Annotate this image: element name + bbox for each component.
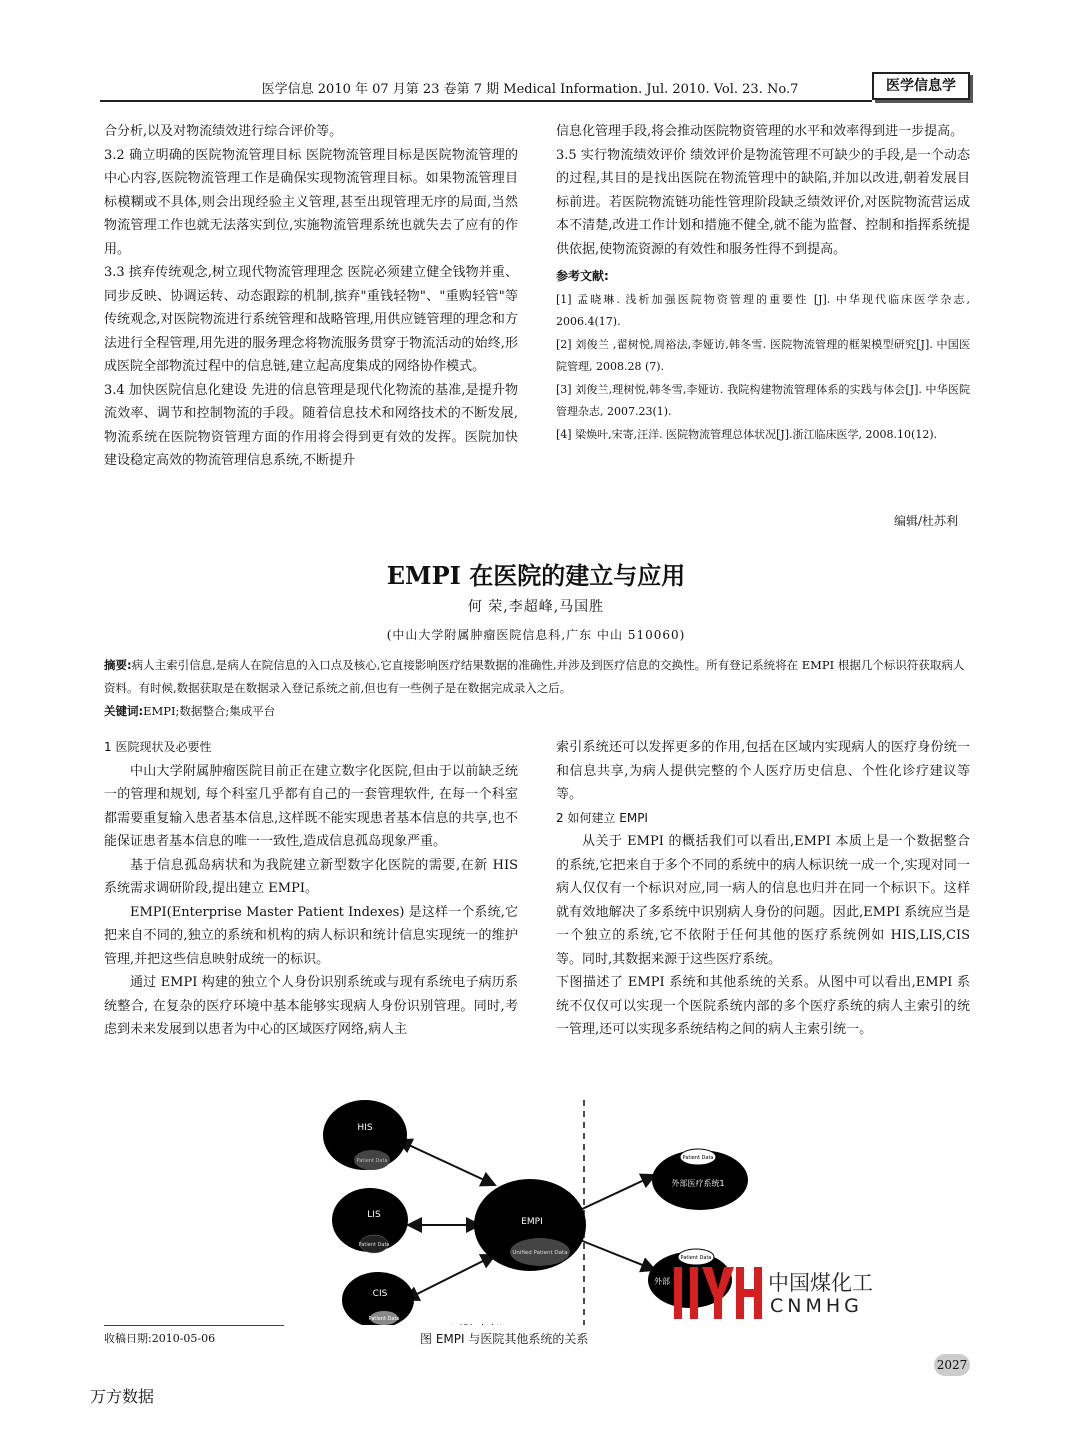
paragraph: EMPI(Enterprise Master Patient Indexes) 是这样一个系统,它把来自不同的,独立的系统和机构的病人标识和统计信息实现统一的维护管理,并把这些信息映射成统一的标识。 <box>104 904 518 967</box>
references-title: 参考文献: <box>556 269 609 283</box>
connector <box>580 1175 655 1210</box>
footnote-rule <box>104 1325 284 1326</box>
paragraph: 下图描述了 EMPI 系统和其他系统的关系。从图中可以看出,EMPI 系统不仅仅可以实现一个医院系统内部的多个医疗系统的病人主索引的统一管理,还可以实现多系统结构之间的病人主索引统一。 <box>556 975 970 1037</box>
paragraph: 3.4 加快医院信息化建设 先进的信息管理是现代化物流的基准,是提升物流效率、调节和控制物流的手段。随着信息技术和网络技术的不断发展,物流系统在医院物资管理方面的作用将会得到更有效的发挥。医院加快建设稳定高效的物流管理信息系统,不断提升 <box>104 382 518 468</box>
cis-label: CIS <box>372 1289 388 1299</box>
paragraph: 3.5 实行物流绩效评价 绩效评价是物流管理不可缺少的手段,是一个动态的过程,其目的是找出医院在物流管理中的缺陷,并加以改进,朝着发展目标前进。若医院物流链功能性管理阶段缺乏绩效评价,对医院物流营运成本不清楚,改进工作计划和措施不健全,就不能为监督、控制和指挥系统提供依据,使物流资源的有效性和服务性得不到提高。 <box>556 147 970 257</box>
article-affiliation: (中山大学附属肿瘤医院信息科,广东 中山 510060) <box>386 628 686 642</box>
his-label: HIS <box>357 1123 373 1133</box>
external-2-label: 外部 <box>654 1277 670 1286</box>
reference-item: [2] 刘俊兰 ,翟树悦,周裕法,李娅访,韩冬雪. 医院物流管理的框架模型研究[J]. 中国医院管理, 2008.28 (7). <box>556 337 970 373</box>
external-system-1-node <box>652 1149 748 1210</box>
section-heading: 2 如何建立 EMPI <box>556 810 648 825</box>
figure-caption: 图 EMPI 与医院其他系统的关系 <box>420 1332 589 1346</box>
references-list <box>556 289 970 447</box>
paragraph: 3.3 摈弃传统观念,树立现代物流管理理念 医院必须建立健全钱物并重、同步反映、协调运转、动态跟踪的机制,摈弃"重钱轻物"、"重购轻管"等传统观念,对医院物流进行系统管理和战略管理,用供应链管理的理念和方法进行全程管理,用先进的服务理念将物流服务贯穿于物流活动的始终,形成医院全部物流过程中的信息链,建立起高度集成的网络协作模式。 <box>104 265 518 374</box>
article-authors: 何 荣,李超峰,马国胜 <box>467 599 605 615</box>
empi-node <box>474 1179 586 1271</box>
paragraph: 索引系统还可以发挥更多的作用,包括在区域内实现病人的医疗身份统一和信息共享,为病人提供完整的个人医疗历史信息、个性化诊疗建议等等。 <box>556 740 970 802</box>
abstract-text: 病人主索引信息,是病人在院信息的入口点及核心,它直接影响医疗结果数据的准确性,并涉及到医疗信息的交换性。所有登记系统将在 EMPI 根据几个标识符获取病人资料。有时候,数据获取是在数据录入登记系统之前,但也有一些例子是在数据完成录入之后。 <box>104 658 965 695</box>
section-heading: 1 医院现状及必要性 <box>104 740 212 754</box>
his-sub-label: Patient Data <box>356 1158 388 1164</box>
reference-item: [3] 刘俊兰,理树悦,韩冬雪,李娅访. 我院构建物流管理体系的实践与体会[J]. 中华医院管理杂志, 2007.23(1). <box>556 382 970 418</box>
reference-item: [1] 孟晓琳. 浅析加强医院物资管理的重要性 [J]. 中华现代临床医学杂志, 2006.4(17). <box>556 292 970 328</box>
connector <box>405 1255 495 1300</box>
lis-node <box>332 1188 408 1253</box>
page-number: 2027 <box>934 1354 970 1376</box>
empi-sub-label: Unified Patient Data <box>512 1250 568 1256</box>
top-right-column <box>556 120 970 446</box>
inside-hospital-label <box>450 1323 502 1325</box>
logo-cn-text: 中国煤化工 <box>768 1271 873 1295</box>
journal-badge: 医学信息学 <box>872 72 970 100</box>
lis-label: LIS <box>367 1210 381 1220</box>
body-left-column <box>104 736 518 1042</box>
external-1-sub-label: Patient Data <box>682 1155 714 1161</box>
reference-item: [4] 梁焕叶,宋寄,汪洋. 医院物流管理总体状况[J].浙江临床医学, 2008.10(12). <box>556 427 938 441</box>
cis-node <box>342 1272 414 1325</box>
empi-label: EMPI <box>521 1217 543 1227</box>
external-2-sub-label: Patient Data <box>680 1255 712 1261</box>
keywords-text: EMPI;数据整合;集成平台 <box>143 704 276 718</box>
received-date: 收稿日期:2010-05-06 <box>104 1332 216 1345</box>
wanfang-watermark: 万方数据 <box>90 1387 155 1406</box>
connector <box>398 1140 495 1185</box>
watermark-logo <box>672 1265 882 1321</box>
paragraph: 基于信息孤岛病状和为我院建立新型数字化医院的需要,在新 HIS 系统需求调研阶段,提出建立 EMPI。 <box>104 857 518 896</box>
abstract-block <box>104 654 970 723</box>
paragraph: 通过 EMPI 构建的独立个人身份识别系统或与现有系统电子病历系统整合, 在复杂的医疗环境中基本能够实现病人身份识别管理。同时,考虑到未来发展到以患者为中心的区域医疗网络,病人主 <box>104 975 518 1037</box>
editor-credit: 编辑/杜苏利 <box>894 514 959 528</box>
header-rule <box>100 100 872 102</box>
paragraph: 合分析,以及对物流绩效进行综合评价等。 <box>104 124 343 139</box>
paragraph: 从关于 EMPI 的概括我们可以看出,EMPI 本质上是一个数据整合的系统,它把来自于多个不同的系统中的病人标识统一成一个,实现对同一病人仅仅有一个标识对应,同一病人的信息也归并在同一个标识下。这样就有效地解决了多系统中识别病人身份的问题。因此,EMPI 系统应当是一个独立的系统,它不依附于任何其他的医疗系统例如 HIS,LIS,CIS 等。同时,其数据来源于这些医疗系统。 <box>556 834 970 967</box>
article-title: EMPI 在医院的建立与应用 <box>386 561 686 590</box>
paragraph: 中山大学附属肿瘤医院目前正在建立数字化医院,但由于以前缺乏统一的管理和规划, 每个科室几乎都有自己的一套管理软件, 在每一个科室都需要重复输入患者基本信息,这样既不能实现患者基本信息的共享,也不能保证患者基本信息的唯一一致性,造成信息孤岛现象严重。 <box>104 763 518 849</box>
keywords-label: 关键词: <box>104 704 144 718</box>
lis-sub-label: Patient Data <box>358 1242 390 1248</box>
abstract-label: 摘要: <box>104 658 132 672</box>
cis-sub-label: Patient Data <box>368 1316 400 1322</box>
paragraph: 信息化管理手段,将会推动医院物资管理的水平和效率得到进一步提高。 <box>556 124 964 139</box>
his-node <box>323 1100 407 1170</box>
connector <box>580 1240 655 1270</box>
running-header: 医学信息 2010 年 07 月第 23 卷第 7 期 Medical Information. Jul. 2010. Vol. 23. No.7 <box>261 82 799 97</box>
logo-mark-icon <box>672 1265 764 1321</box>
logo-en-text: CNMHG <box>770 1295 863 1317</box>
paragraph: 3.2 确立明确的医院物流管理目标 医院物流管理目标是医院物流管理的中心内容,医院物流管理工作是确保实现物流管理目标。如果物流管理目标模糊或不具体,则会出现经验主义管理,甚至出现管理无序的局面,当然物流管理工作也就无法落实到位,实施物流管理系统也就失去了应有的作用。 <box>104 147 518 257</box>
body-right-column <box>556 736 970 1042</box>
top-left-column <box>104 120 518 473</box>
external-1-label: 外部医疗系统1 <box>671 1179 725 1188</box>
